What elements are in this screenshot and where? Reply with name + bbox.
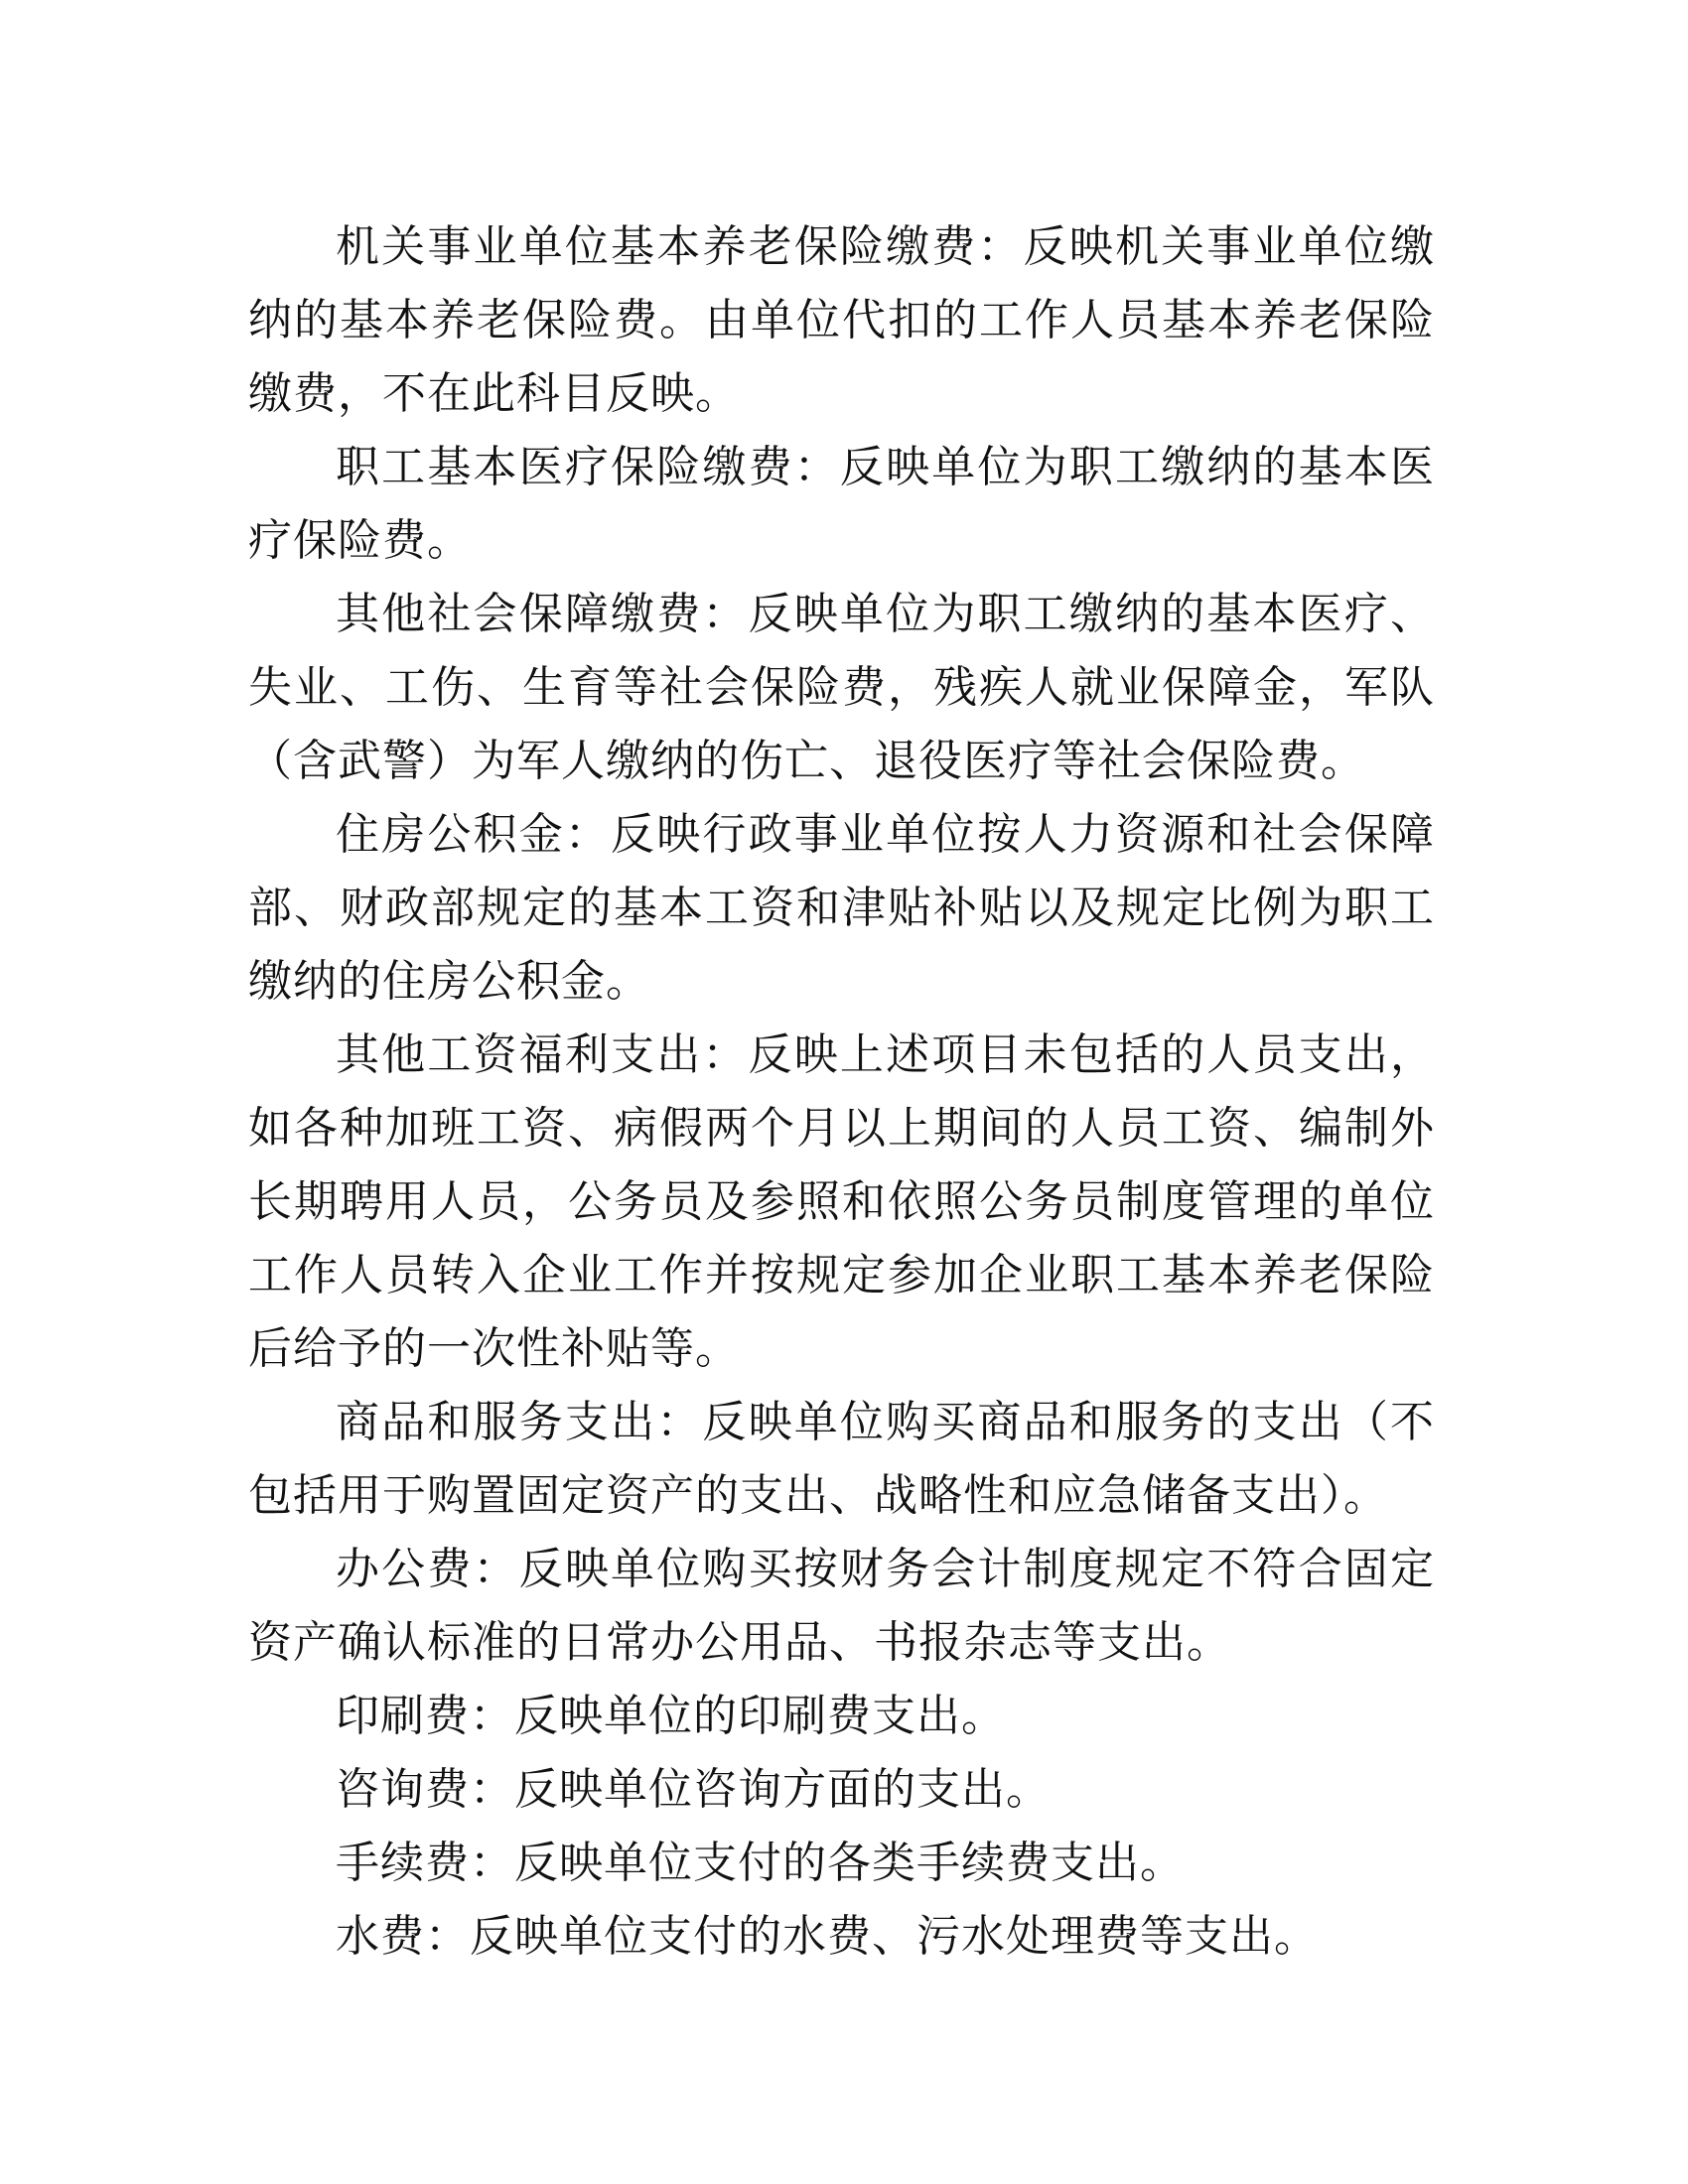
- paragraph-pension-insurance: 机关事业单位基本养老保险缴费：反映机关事业单位缴纳的基本养老保险费。由单位代扣的工作人员基本养老保险缴费，不在此科目反映。: [248, 221, 1435, 419]
- paragraph-consulting-expense: 咨询费：反映单位咨询方面的支出。: [336, 1764, 1051, 1815]
- paragraph-water-fee: 水费：反映单位支付的水费、污水处理费等支出。: [336, 1911, 1319, 1962]
- document-page: [248, 210, 1435, 1974]
- paragraph-other-wage-welfare: 其他工资福利支出：反映上述项目未包括的人员支出，如各种加班工资、病假两个月以上期间的人员工资、编制外长期聘用人员，公务员及参照和依照公务员制度管理的单位工作人员转入企业工作并按规定参加企业职工基本养老保险后给予的一次性补贴等。: [248, 1029, 1435, 1374]
- paragraph-medical-insurance: 职工基本医疗保险缴费：反映单位为职工缴纳的基本医疗保险费。: [248, 442, 1435, 566]
- paragraph-other-social-security: 其他社会保障缴费：反映单位为职工缴纳的基本医疗、失业、工伤、生育等社会保险费，残疾人就业保障金，军队（含武警）为军人缴纳的伤亡、退役医疗等社会保险费。: [248, 589, 1435, 786]
- paragraph-goods-services: 商品和服务支出：反映单位购买商品和服务的支出（不包括用于购置固定资产的支出、战略性和应急储备支出）。: [248, 1397, 1435, 1521]
- paragraph-handling-fee: 手续费：反映单位支付的各类手续费支出。: [336, 1838, 1185, 1888]
- paragraph-office-expense: 办公费：反映单位购买按财务会计制度规定不符合固定资产确认标准的日常办公用品、书报杂志等支出。: [248, 1544, 1435, 1668]
- paragraph-printing-expense: 印刷费：反映单位的印刷费支出。: [336, 1691, 1006, 1741]
- paragraph-housing-fund: 住房公积金：反映行政事业单位按人力资源和社会保障部、财政部规定的基本工资和津贴补贴以及规定比例为职工缴纳的住房公积金。: [248, 809, 1435, 1007]
